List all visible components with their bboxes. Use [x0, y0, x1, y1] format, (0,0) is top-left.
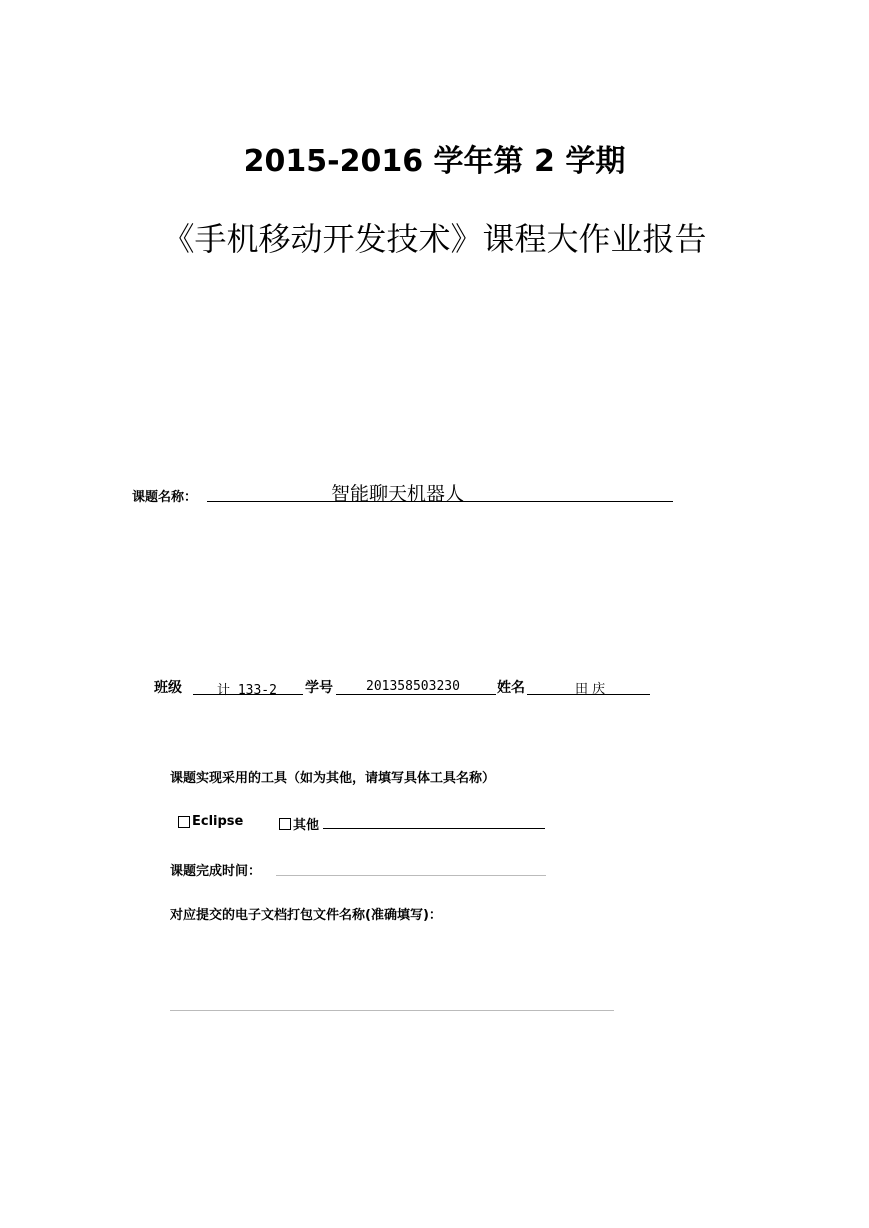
term-title: 2015-2016 学年第 2 学期	[243, 144, 626, 179]
submission-file-label: 对应提交的电子文档打包文件名称(准确填写)：	[170, 908, 442, 923]
completion-date-label: 课题完成时间：	[170, 864, 262, 879]
tools-question: 课题实现采用的工具（如为其他，请填写具体工具名称）	[170, 771, 496, 786]
completion-date-input-line[interactable]	[276, 875, 546, 876]
name-value[interactable]: 田 庆	[575, 682, 606, 697]
submission-file-input-line[interactable]	[170, 1010, 614, 1011]
student-id-label: 学号	[305, 680, 333, 696]
other-option-label: 其他	[293, 818, 320, 833]
eclipse-option[interactable]	[178, 814, 243, 829]
other-option[interactable]	[279, 814, 319, 833]
name-label: 姓名	[497, 680, 525, 696]
eclipse-checkbox[interactable]	[178, 816, 190, 828]
class-label: 班级	[154, 680, 182, 696]
eclipse-option-label: Eclipse	[192, 814, 244, 829]
other-tool-input-line[interactable]	[323, 828, 545, 829]
topic-label: 课题名称：	[132, 490, 198, 505]
student-id-value[interactable]: 201358503230	[366, 679, 460, 694]
class-value[interactable]: 计 133-2	[217, 683, 277, 698]
topic-value[interactable]: 智能聊天机器人	[331, 483, 465, 505]
student-id-underline	[336, 694, 496, 695]
course-report-title: 《手机移动开发技术》课程大作业报告	[162, 220, 707, 258]
other-checkbox[interactable]	[279, 818, 291, 830]
